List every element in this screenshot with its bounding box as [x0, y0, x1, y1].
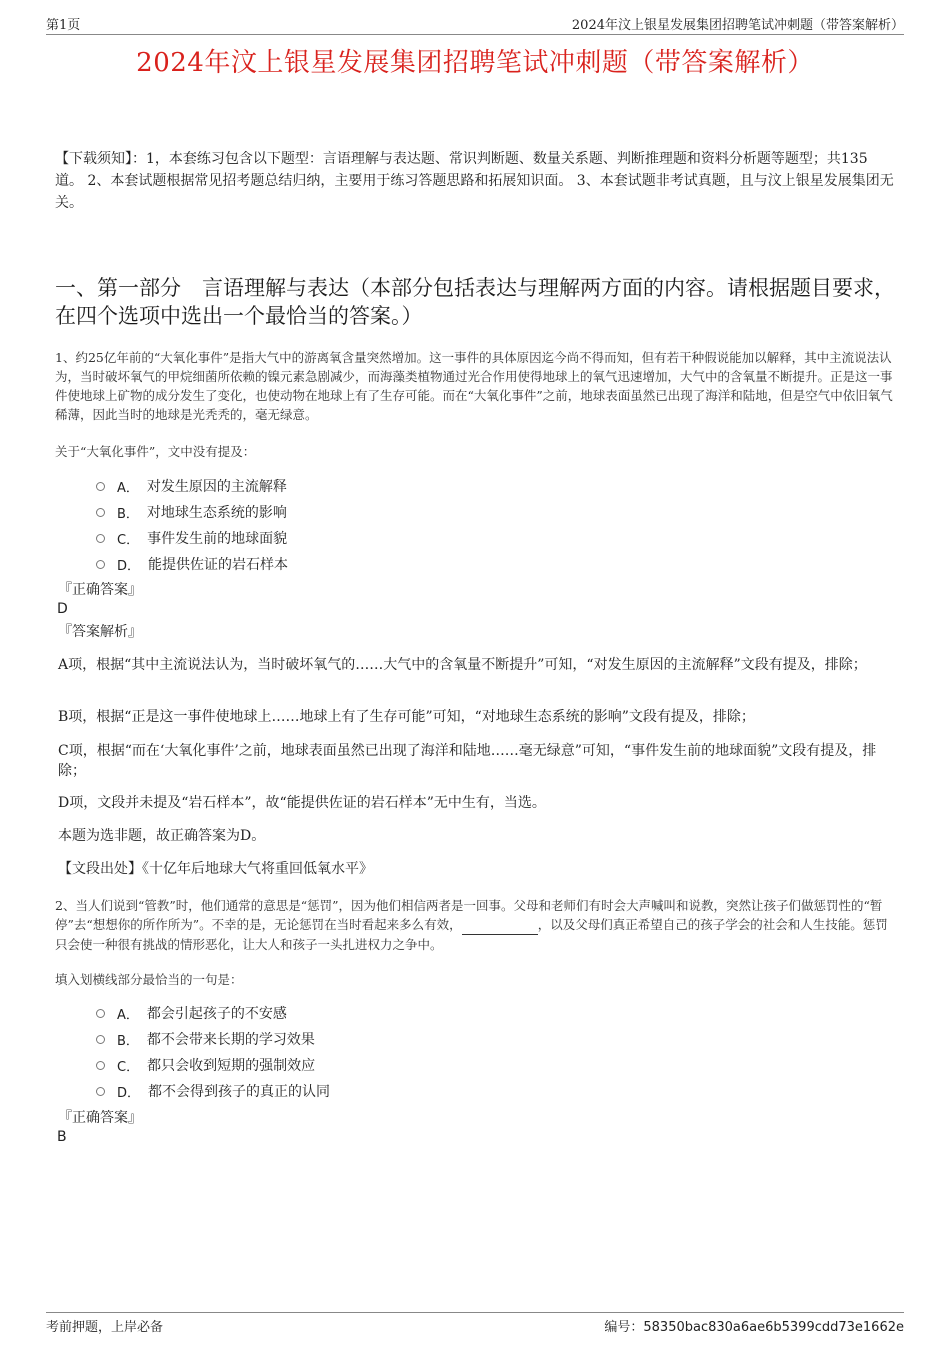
header-doc-title: 2024年汶上银星发展集团招聘笔试冲刺题（带答案解析） — [571, 18, 904, 33]
radio-icon[interactable] — [96, 560, 105, 569]
radio-icon[interactable] — [96, 1035, 105, 1044]
radio-icon[interactable] — [96, 1087, 105, 1096]
document-title: 2024年汶上银星发展集团招聘笔试冲刺题（带答案解析） — [136, 48, 814, 78]
question-1-analysis-d: D项，文段并未提及“岩石样本”，故“能提供佐证的岩石样本”无中生有，当选。 — [58, 795, 546, 811]
footer-slogan: 考前押题，上岸必备 — [46, 1320, 164, 1335]
question-2-text: 2、当人们说到“管教”时，他们通常的意思是“惩罚”，因为他们相信两者是一回事。父母和老师们有时会大声喊叫和说教，突然让孩子们做惩罚性的“暂停”去“想想你的所作所为”。不幸的是，无论惩罚在当时看起来多么有效， ，以及父母们真正希望自己的孩子学会的社会和人生技能。惩罚只会使一种很有挑战的情形恶化，让大人和孩子一头扎进权力之争中。 — [55, 898, 888, 952]
question-2-option-a[interactable]: A． 都会引起孩子的不安感 — [96, 1000, 330, 1026]
question-1-option-c[interactable]: C． 事件发生前的地球面貌 — [96, 525, 288, 551]
question-1-text: 1、约25亿年前的“大氧化事件”是指大气中的游离氧含量突然增加。这一事件的具体原因迄今尚不得而知，但有若干种假说能加以解释，其中主流说法认为，当时破坏氧气的甲烷细菌所依赖的镍元素急剧减少，而海藻类植物通过光合作用使得地球上的氧气迅速增加，大气中的含氧量不断提升。正是这一事件使地球上矿物的成分发生了变化，也使动物在地球上有了生存可能。而在“大氧化事件”之前，地球表面虽然已出现了海洋和陆地，但是空气中依旧氧气稀薄，因此当时的地球是光秃秃的，毫无绿意。 — [55, 350, 893, 422]
radio-icon[interactable] — [96, 508, 105, 517]
question-1-prompt: 关于“大氧化事件”，文中没有提及： — [55, 444, 256, 459]
question-1-answer-label: 『正确答案』 — [58, 582, 142, 598]
question-1-option-a[interactable]: A． 对发生原因的主流解释 — [96, 473, 288, 499]
question-2-option-b[interactable]: B． 都不会带来长期的学习效果 — [96, 1026, 330, 1052]
question-1-answer: D — [57, 601, 68, 617]
question-1-option-d[interactable]: D． 能提供佐证的岩石样本 — [96, 551, 288, 577]
radio-icon[interactable] — [96, 1061, 105, 1070]
radio-icon[interactable] — [96, 534, 105, 543]
fill-in-blank[interactable] — [462, 915, 538, 935]
question-2-answer: B — [57, 1129, 67, 1145]
page-footer — [46, 1312, 904, 1336]
page-number: 第1页 — [46, 18, 81, 33]
question-2-options — [96, 1000, 330, 1104]
question-2-prompt: 填入划横线部分最恰当的一句是： — [55, 972, 243, 987]
radio-icon[interactable] — [96, 482, 105, 491]
question-1-option-b[interactable]: B． 对地球生态系统的影响 — [96, 499, 288, 525]
question-1-analysis-label: 『答案解析』 — [58, 624, 142, 640]
question-1-options — [96, 473, 288, 577]
question-2-option-d[interactable]: D． 都不会得到孩子的真正的认同 — [96, 1078, 330, 1104]
question-1-analysis-b: B项，根据“正是这一事件使地球上……地球上有了生存可能”可知，“对地球生态系统的影响”文段有提及，排除； — [58, 709, 755, 725]
question-1-source: 【文段出处】《十亿年后地球大气将重回低氧水平》 — [58, 861, 373, 877]
question-1-analysis-c: C项，根据“而在‘大氧化事件’之前，地球表面虽然已出现了海洋和陆地……毫无绿意”可知，“事件发生前的地球面貌”文段有提及，排除； — [58, 743, 877, 779]
question-2-answer-label: 『正确答案』 — [58, 1110, 142, 1126]
question-1-conclusion: 本题为选非题，故正确答案为D。 — [58, 828, 266, 844]
radio-icon[interactable] — [96, 1009, 105, 1018]
download-notice: 【下载须知】：1，本套练习包含以下题型：言语理解与表达题、常识判断题、数量关系题、判断推理题和资料分析题等题型；共135道。 2、本套试题根据常见招考题总结归纳，主要用于练习答题思路和拓展知识面。 3、本套试题非考试真题，且与汶上银星发展集团无关。 — [55, 151, 894, 211]
page-header — [46, 14, 904, 35]
footer-code: 编号：58350bac830a6ae6b5399cdd73e1662e — [604, 1320, 904, 1335]
question-2-option-c[interactable]: C． 都只会收到短期的强制效应 — [96, 1052, 330, 1078]
section-heading: 一、第一部分 言语理解与表达（本部分包括表达与理解两方面的内容。请根据题目要求，在四个选项中选出一个最恰当的答案。） — [55, 276, 895, 328]
question-1-analysis-a: A项，根据“其中主流说法认为，当时破坏氧气的……大气中的含氧量不断提升”可知，“对发生原因的主流解释”文段有提及，排除； — [58, 657, 867, 673]
